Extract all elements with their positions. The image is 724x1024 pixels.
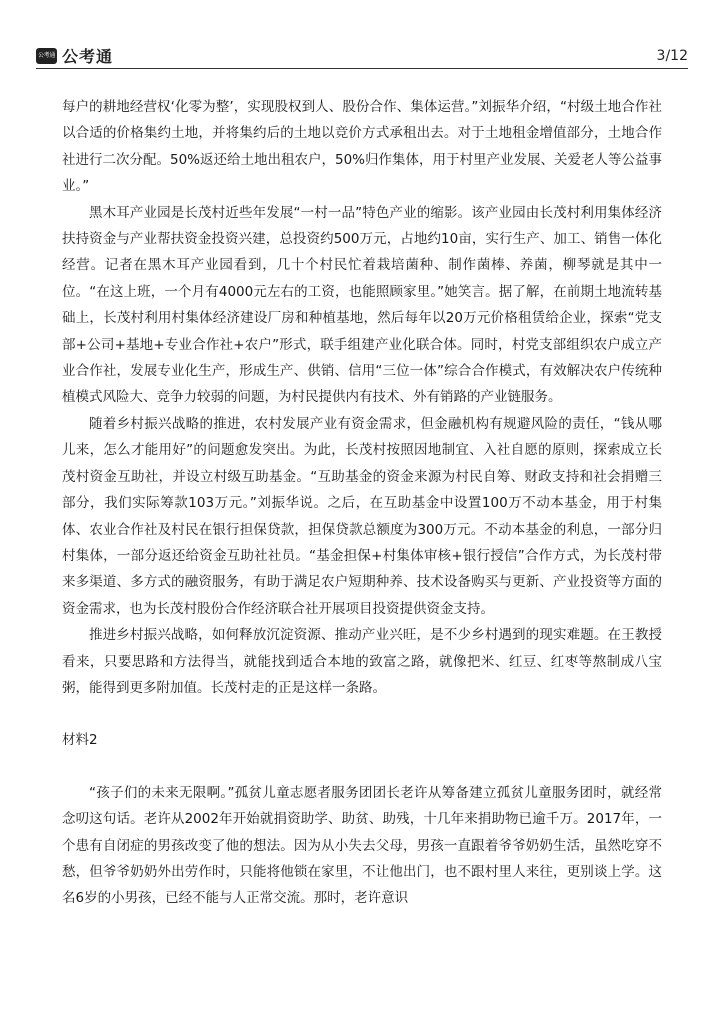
logo bbox=[36, 44, 113, 67]
logo-text: 公考通 bbox=[62, 47, 114, 66]
document-body bbox=[62, 94, 662, 912]
paragraph: 黑木耳产业园是长茂村近些年发展“一村一品”特色产业的缩影。该产业园由长茂村利用集体经济扶持资金与产业帮扶资金投资兴建，总投资约500万元，占地约10亩，实行生产、加工、销售一体化经营。记者在黑木耳产业园看到，几十个村民忙着栽培菌种、制作菌棒、养菌，柳琴就是其中一位。“在这上班，一个月有4000元左右的工资，也能照顾家里。”她笑言。据了解，在前期土地流转基础上，长茂村利用村集体经济建设厂房和种植基地，然后每年以20万元价格租赁给企业，探索“党支部+公司+基地+专业合作社+农户”形式，联手组建产业化联合体。同时，村党支部组织农户成立产业合作社，发展专业化生产，形成生产、供销、信用“三位一体”综合合作模式，有效解决农户传统种植模式风险大、竞争力较弱的问题，为村民提供内有技术、外有销路的产业链服务。 bbox=[62, 204, 662, 406]
page-indicator: 3/12 bbox=[656, 48, 688, 64]
page-header bbox=[36, 40, 688, 69]
paragraph: 随着乡村振兴战略的推进，农村发展产业有资金需求，但金融机构有规避风险的责任，“钱从哪儿来，怎么才能用好”的问题愈发突出。为此，长茂村按照因地制宜、入社自愿的原则，探索成立长茂村资金互助社，并设立村级互助基金。“互助基金的资金来源为村民自筹、财政支持和社会捐赠三部分，我们实际筹款103万元。”刘振华说。之后，在互助基金中设置100万不动本基金，用于村集体、农业合作社及村民在银行担保贷款，担保贷款总额度为300万元。不动本基金的利息，一部分归村集体，一部分返还给资金互助社社员。“基金担保+村集体审核+银行授信”合作方式，为长茂村带来多渠道、多方式的融资服务，有助于满足农户短期种养、技术设备购买与更新、产业投资等方面的资金需求，也为长茂村股份合作经济联合社开展项目投资提供资金支持。 bbox=[62, 415, 662, 617]
paragraph: “孩子们的未来无限啊。”孤贫儿童志愿者服务团团长老许从筹备建立孤贫儿童服务团时，就经常念叨这句话。老许从2002年开始就捐资助学、助贫、助残，十几年来捐助物已逾千万。2017年，一个患有自闭症的男孩改变了他的想法。因为从小失去父母，男孩一直跟着爷爷奶奶生活，虽然吃穿不愁，但爷爷奶奶外出劳作时，只能将他锁在家里，不让他出门，也不跟村里人来往，更别谈上学。这名6岁的小男孩，已经不能与人正常交流。那时，老许意识 bbox=[62, 784, 662, 907]
section-heading: 材料2 bbox=[62, 732, 98, 749]
paragraph: 推进乡村振兴战略，如何释放沉淀资源、推动产业兴旺，是不少乡村遇到的现实难题。在王教授看来，只要思路和方法得当，就能找到适合本地的致富之路，就像把米、红豆、红枣等熬制成八宝粥，能得到更多附加值。长茂村走的正是这样一条路。 bbox=[62, 627, 662, 696]
paragraph: 每户的耕地经营权‘化零为整’，实现股权到人、股份合作、集体运营。”刘振华介绍，“村级土地合作社以合适的价格集约土地，并将集约后的土地以竞价方式承租出去。对于土地租金增值部分，土地合作社进行二次分配。50%返还给土地出租农户，50%归作集体，用于村里产业发展、关爱老人等公益事业。” bbox=[62, 99, 663, 195]
logo-icon: 公考通 bbox=[36, 48, 57, 64]
